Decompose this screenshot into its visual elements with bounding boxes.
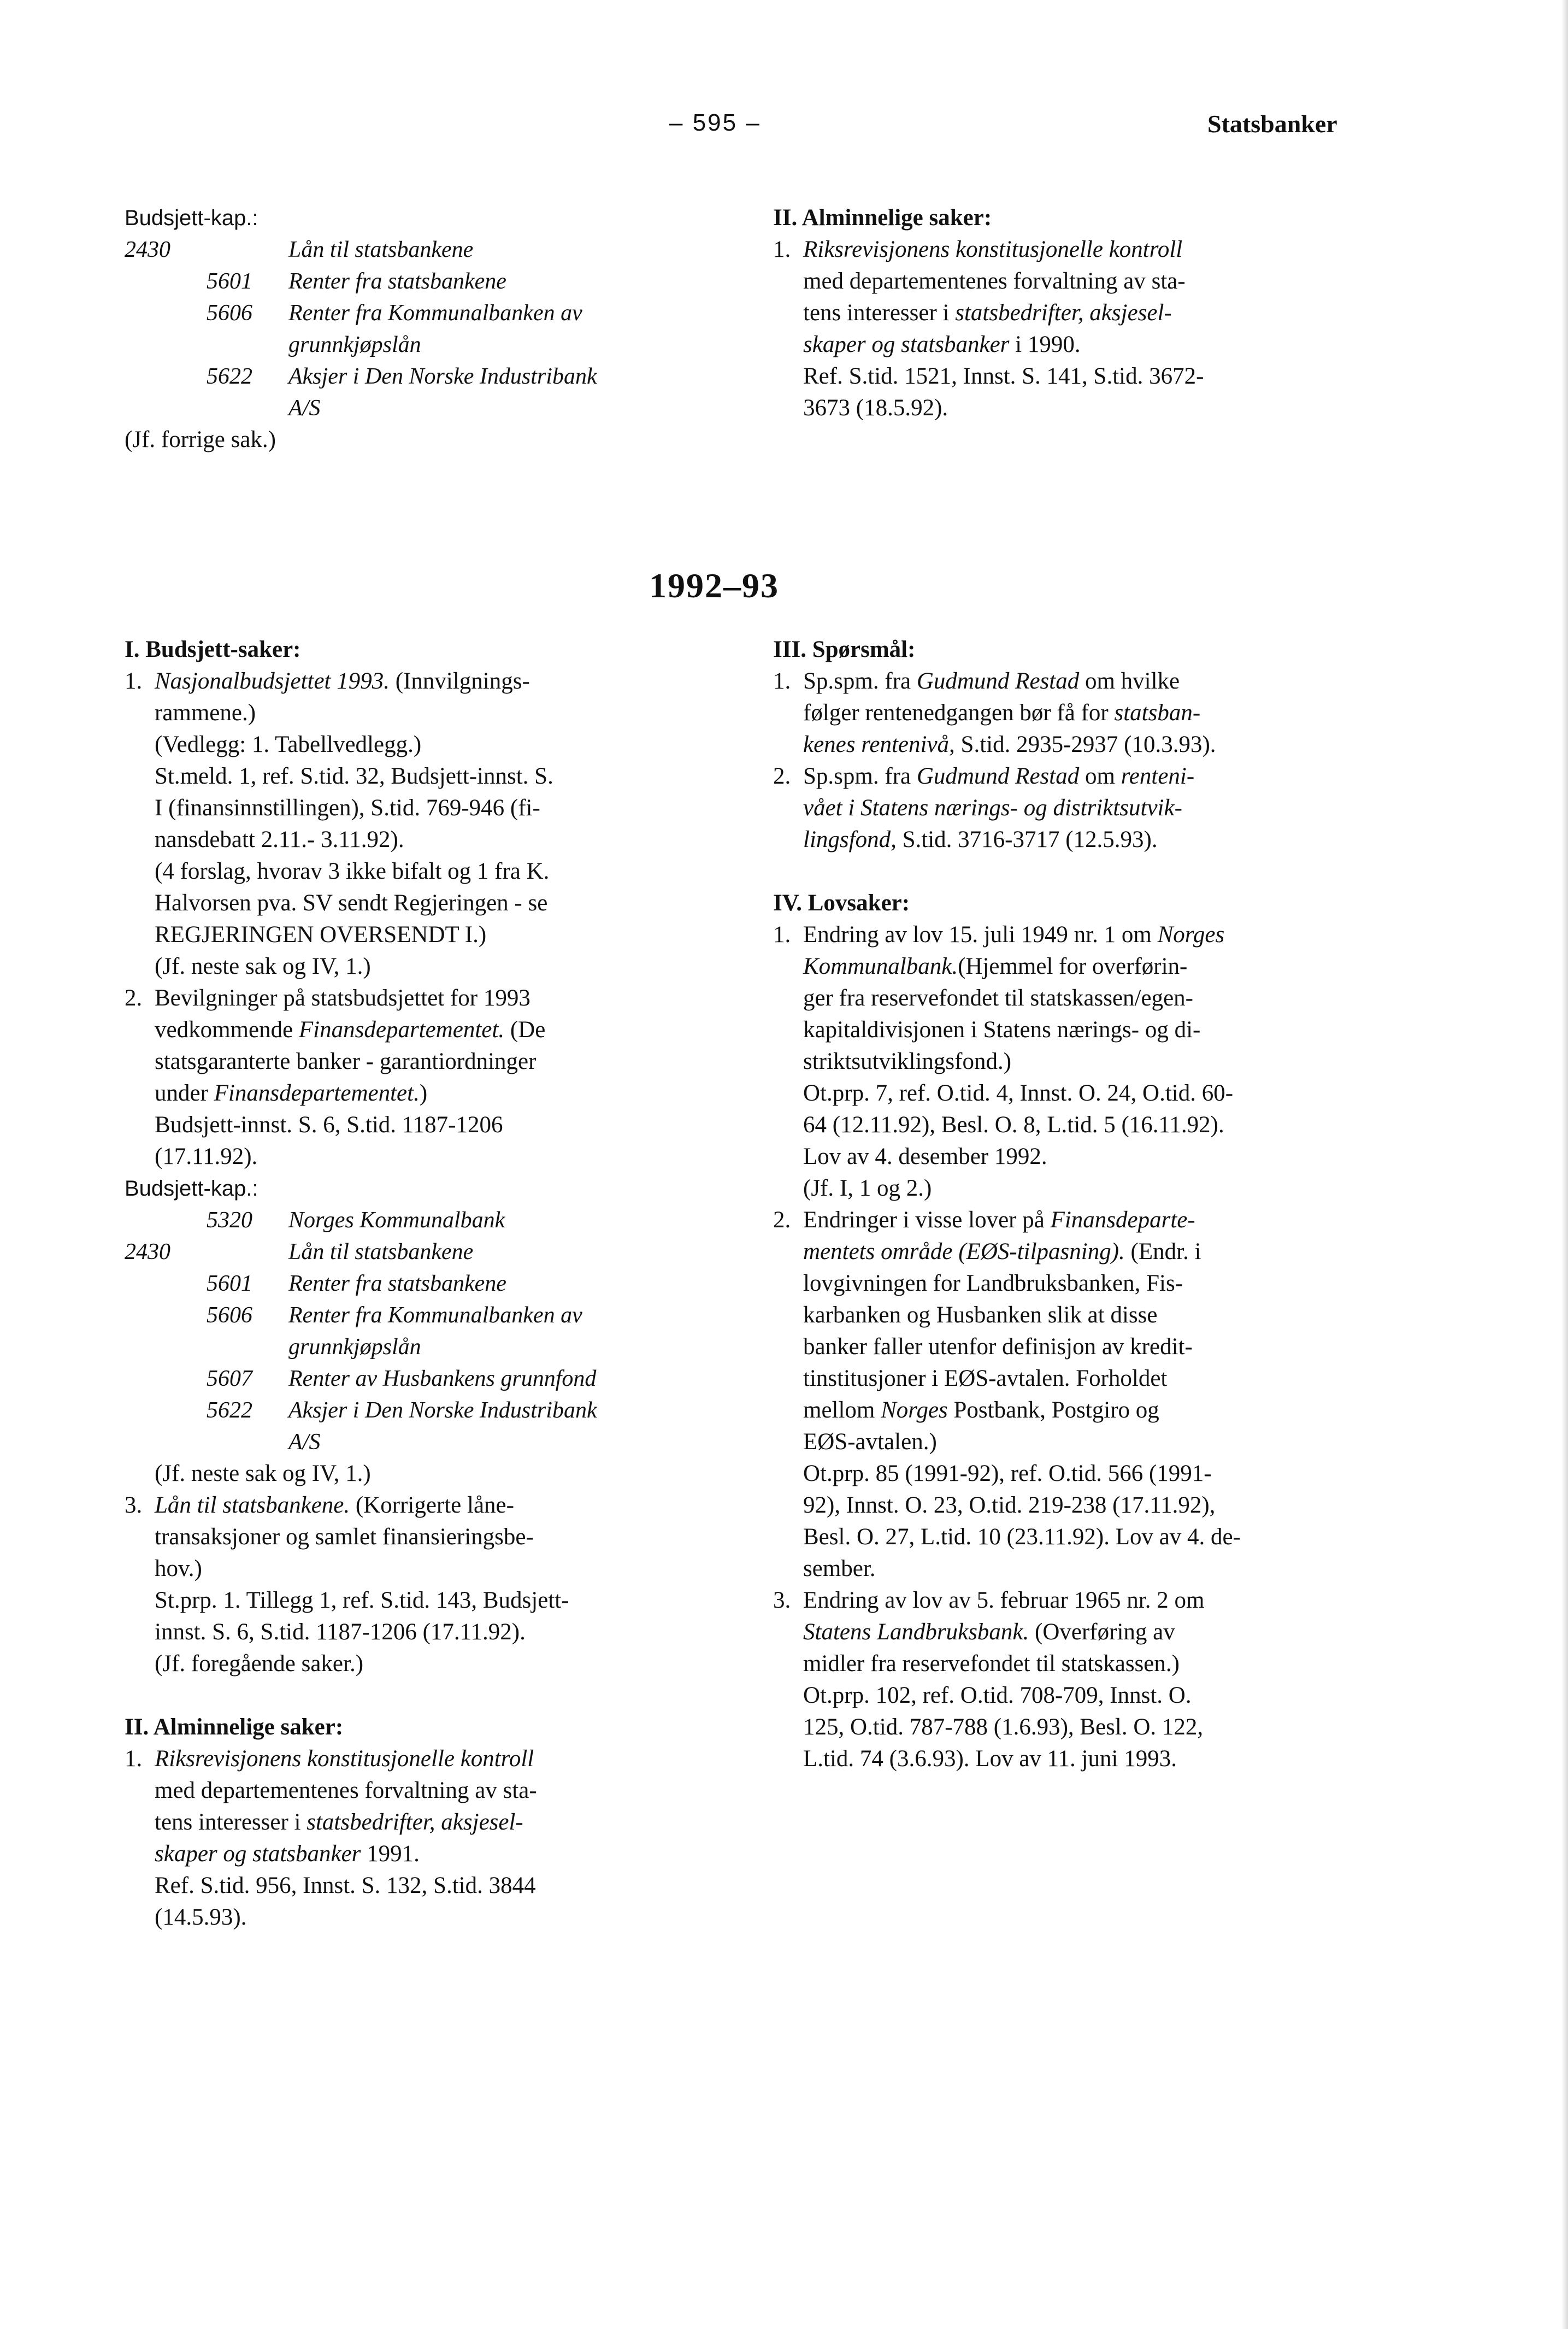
item-number: 1. <box>125 668 143 694</box>
item-line: L.tid. 74 (3.6.93). Lov av 11. juni 1993. <box>803 1746 1177 1772</box>
page-number: – 595 – <box>669 109 761 136</box>
item-line: vået i Statens nærings- og distriktsutvik- <box>803 795 1182 821</box>
item-line: med departementenes forvaltning av sta- <box>155 1778 537 1803</box>
item-line: 92), Innst. O. 23, O.tid. 219-238 (17.11.92), <box>803 1492 1216 1518</box>
budget-chapter-row <box>125 361 726 392</box>
question-item <box>773 761 1401 856</box>
section-heading: II. Alminnelige saker: <box>773 205 992 231</box>
item-line: innst. S. 6, S.tid. 1187-1206 (17.11.92). <box>155 1619 526 1645</box>
chapter-title: Renter fra statsbankene <box>288 1271 506 1296</box>
case-item: 1. Riksrevisjonens konstitusjonelle kontroll <box>773 237 1183 262</box>
item-line: Ot.prp. 85 (1991-92), ref. O.tid. 566 (1991- <box>803 1461 1212 1486</box>
item-line: Statens Landbruksbank. (Overføring av <box>803 1619 1175 1645</box>
item-line: tens interesser i statsbedrifter, aksjesel- <box>155 1809 523 1835</box>
item-line: nansdebatt 2.11.- 3.11.92). <box>155 827 404 852</box>
item-line: ger fra reservefondet til statskassen/egen- <box>803 985 1193 1011</box>
item-line: Kommunalbank.(Hjemmel for overførin- <box>803 954 1188 979</box>
item-number: 2. <box>125 985 143 1011</box>
item-first-line <box>125 983 736 1014</box>
item-text: Endringer i visse lover på Finansdeparte- <box>803 1207 1195 1233</box>
chapter-code: 5606 <box>207 1303 252 1328</box>
chapter-code: 2430 <box>125 1239 170 1265</box>
section-heading: II. Alminnelige saker: <box>125 1714 344 1740</box>
chapter-title: Lån til statsbankene <box>288 1239 474 1265</box>
item-first-line <box>773 1204 1401 1236</box>
item-line: EØS-avtalen.) <box>803 1429 937 1455</box>
chapter-code <box>207 392 288 424</box>
top-left-column <box>125 202 726 456</box>
chapter-code: 5601 <box>207 1271 252 1296</box>
item-line: vedkommende Finansdepartementet. (De <box>155 1017 546 1043</box>
chapter-title: grunnkjøpslån <box>288 1334 421 1360</box>
section-heading: IV. Lovsaker: <box>773 890 910 916</box>
item-line: mentets område (EØS-tilpasning). (Endr. i <box>803 1239 1201 1265</box>
budget-chapter-row <box>125 1426 736 1458</box>
item-line: Besl. O. 27, L.tid. 10 (23.11.92). Lov av 4. de- <box>803 1524 1241 1550</box>
section-heading: I. Budsjett-saker: <box>125 637 301 662</box>
item-number: 1. <box>125 1746 143 1772</box>
item-first-line <box>125 1743 736 1775</box>
chapter-code <box>207 1331 288 1363</box>
item-number: 2. <box>773 763 791 789</box>
item-first-line <box>773 919 1401 951</box>
item-line: (4 forslag, hvorav 3 ikke bifalt og 1 fra K. <box>155 858 550 884</box>
item-line: skaper og statsbanker 1991. <box>155 1841 420 1867</box>
item-first-line <box>125 1490 736 1521</box>
item-line: under Finansdepartementet.) <box>155 1080 428 1106</box>
item-line: (Jf. neste sak og IV, 1.) <box>155 954 371 979</box>
chapter-title: Norges Kommunalbank <box>288 1208 505 1233</box>
reference-note: (Jf. forrige sak.) <box>125 427 276 452</box>
chapter-code <box>207 1426 288 1458</box>
budget-chapter-row <box>125 1395 736 1426</box>
chapter-title: Aksjer i Den Norske Industribank <box>288 1398 597 1423</box>
case-line: med departementenes forvaltning av sta- <box>803 268 1186 294</box>
budget-chapter-row <box>125 1331 736 1363</box>
item-line: Ref. S.tid. 956, Innst. S. 132, S.tid. 3844 <box>155 1873 536 1898</box>
chapter-title: Lån til statsbankene <box>288 237 474 262</box>
case-item <box>125 1743 736 1933</box>
chapter-code: 5622 <box>207 364 252 389</box>
item-first-line <box>773 761 1401 792</box>
item-text: Endring av lov 15. juli 1949 nr. 1 om Norges <box>803 922 1225 948</box>
case-item <box>125 1490 736 1680</box>
case-line: 3673 (18.5.92). <box>803 395 948 421</box>
chapter-title: Aksjer i Den Norske Industribank <box>288 364 597 389</box>
case-line: Ref. S.tid. 1521, Innst. S. 141, S.tid. 3672- <box>803 363 1204 389</box>
case-title: Riksrevisjonens konstitusjonelle kontroll <box>803 237 1183 262</box>
item-line: sember. <box>803 1556 876 1581</box>
top-right-column <box>773 202 1401 424</box>
law-item <box>773 1585 1401 1775</box>
case-item <box>125 983 736 1173</box>
item-line: banker faller utenfor definisjon av kredit- <box>803 1334 1193 1360</box>
item-line: St.meld. 1, ref. S.tid. 32, Budsjett-innst. S. <box>155 763 553 789</box>
item-number: 1. <box>773 668 791 694</box>
budget-chapter-list <box>125 1204 736 1458</box>
item-line: (Jf. foregående saker.) <box>155 1651 364 1677</box>
item-text: Sp.spm. fra Gudmund Restad om renteni- <box>803 763 1195 789</box>
item-line: (Vedlegg: 1. Tabellvedlegg.) <box>155 732 422 757</box>
item-line: tinstitusjoner i EØS-avtalen. Forholdet <box>803 1366 1168 1391</box>
budget-chapter-row <box>125 1268 736 1299</box>
chapter-title: Renter av Husbankens grunnfond <box>288 1366 597 1391</box>
item-line: statsgaranterte banker - garantiordninger <box>155 1049 537 1074</box>
case-item <box>125 666 736 983</box>
budget-chapter-row <box>125 1363 736 1395</box>
item-line: Budsjett-innst. S. 6, S.tid. 1187-1206 <box>155 1112 503 1138</box>
item-line: 125, O.tid. 787-788 (1.6.93), Besl. O. 122, <box>803 1714 1204 1740</box>
item-text: Riksrevisjonens konstitusjonelle kontroll <box>155 1746 534 1772</box>
budget-chapter-row <box>125 234 726 266</box>
budget-chapter-row <box>125 266 726 297</box>
chapter-title: grunnkjøpslån <box>288 332 421 357</box>
running-title: Statsbanker <box>1207 110 1337 138</box>
chapter-title: A/S <box>288 396 321 421</box>
item-line: følger rentenedgangen bør få for statsban- <box>803 700 1201 726</box>
item-line: (14.5.93). <box>155 1904 247 1930</box>
budget-chapter-row <box>125 1204 736 1236</box>
chapter-code: 2430 <box>125 237 170 262</box>
section-heading: III. Spørsmål: <box>773 637 916 662</box>
chapter-code: 5606 <box>207 301 252 326</box>
item-line: I (finansinnstillingen), S.tid. 769-946 (fi- <box>155 795 540 821</box>
chapter-code: 5622 <box>207 1398 252 1423</box>
budget-chapter-row <box>125 1236 736 1268</box>
right-column <box>773 634 1401 1775</box>
budget-chapter-label: Budsjett-kap.: <box>125 206 258 230</box>
case-line: skaper og statsbanker i 1990. <box>803 332 1081 357</box>
item-line: REGJERINGEN OVERSENDT I.) <box>155 922 487 948</box>
item-line: midler fra reservefondet til statskassen.) <box>803 1651 1180 1677</box>
item-text: Endring av lov av 5. februar 1965 nr. 2 om <box>803 1587 1205 1613</box>
chapter-title: Renter fra Kommunalbanken av <box>288 1303 582 1328</box>
item-line: 64 (12.11.92), Besl. O. 8, L.tid. 5 (16.11.92). <box>803 1112 1224 1138</box>
item-first-line <box>125 666 736 697</box>
item-text: Sp.spm. fra Gudmund Restad om hvilke <box>803 668 1180 694</box>
item-number: 1. <box>773 922 791 948</box>
budget-chapter-row <box>125 392 726 424</box>
item-number: 3. <box>773 1587 791 1613</box>
item-line: kapitaldivisjonen i Statens nærings- og di- <box>803 1017 1201 1043</box>
item-line: lovgivningen for Landbruksbanken, Fis- <box>803 1271 1183 1296</box>
item-number: 3. <box>125 1492 143 1518</box>
item-text: Lån til statsbankene. (Korrigerte låne- <box>155 1492 514 1518</box>
chapter-title: A/S <box>288 1430 321 1455</box>
item-line: lingsfond, S.tid. 3716-3717 (12.5.93). <box>803 827 1158 852</box>
item-line: striktsutviklingsfond.) <box>803 1049 1012 1074</box>
item-line: St.prp. 1. Tillegg 1, ref. S.tid. 143, Budsjett- <box>155 1587 569 1613</box>
chapter-title: Renter fra statsbankene <box>288 269 506 294</box>
question-item <box>773 666 1401 761</box>
chapter-code: 5601 <box>207 269 252 294</box>
item-line: (Jf. I, 1 og 2.) <box>803 1175 932 1201</box>
case-line: tens interesser i statsbedrifter, aksjesel- <box>803 300 1172 326</box>
session-year: 1992–93 <box>649 566 779 605</box>
budget-chapter-row <box>125 329 726 361</box>
item-line: hov.) <box>155 1556 202 1581</box>
item-text: Bevilgninger på statsbudsjettet for 1993 <box>155 985 530 1011</box>
chapter-code: 5607 <box>207 1366 252 1391</box>
chapter-code <box>207 329 288 361</box>
item-first-line <box>773 666 1401 697</box>
item-line: Ot.prp. 7, ref. O.tid. 4, Innst. O. 24, O.tid. 60- <box>803 1080 1234 1106</box>
item-number: 2. <box>773 1207 791 1233</box>
item-line: Lov av 4. desember 1992. <box>803 1144 1047 1169</box>
reference-note: (Jf. neste sak og IV, 1.) <box>155 1461 371 1486</box>
chapter-title: Renter fra Kommunalbanken av <box>288 301 582 326</box>
budget-chapter-row <box>125 1299 736 1331</box>
budget-chapter-label: Budsjett-kap.: <box>125 1177 258 1201</box>
item-text: Nasjonalbudsjettet 1993. (Innvilgnings- <box>155 668 530 694</box>
left-column <box>125 634 736 1933</box>
item-line: rammene.) <box>155 700 256 726</box>
item-line: kenes rentenivå, S.tid. 2935-2937 (10.3.93). <box>803 732 1216 757</box>
scan-edge <box>1561 0 1568 2329</box>
chapter-code: 5320 <box>207 1208 252 1233</box>
budget-chapter-list <box>125 234 726 424</box>
law-item <box>773 1204 1401 1585</box>
item-line: Halvorsen pva. SV sendt Regjeringen - se <box>155 890 548 916</box>
item-first-line <box>773 1585 1401 1616</box>
item-line: Ot.prp. 102, ref. O.tid. 708-709, Innst. O. <box>803 1683 1192 1708</box>
item-line: (17.11.92). <box>155 1144 258 1169</box>
budget-chapter-row <box>125 297 726 329</box>
item-line: transaksjoner og samlet finansieringsbe- <box>155 1524 534 1550</box>
law-item <box>773 919 1401 1204</box>
item-line: karbanken og Husbanken slik at disse <box>803 1302 1158 1328</box>
item-line: mellom Norges Postbank, Postgiro og <box>803 1397 1159 1423</box>
